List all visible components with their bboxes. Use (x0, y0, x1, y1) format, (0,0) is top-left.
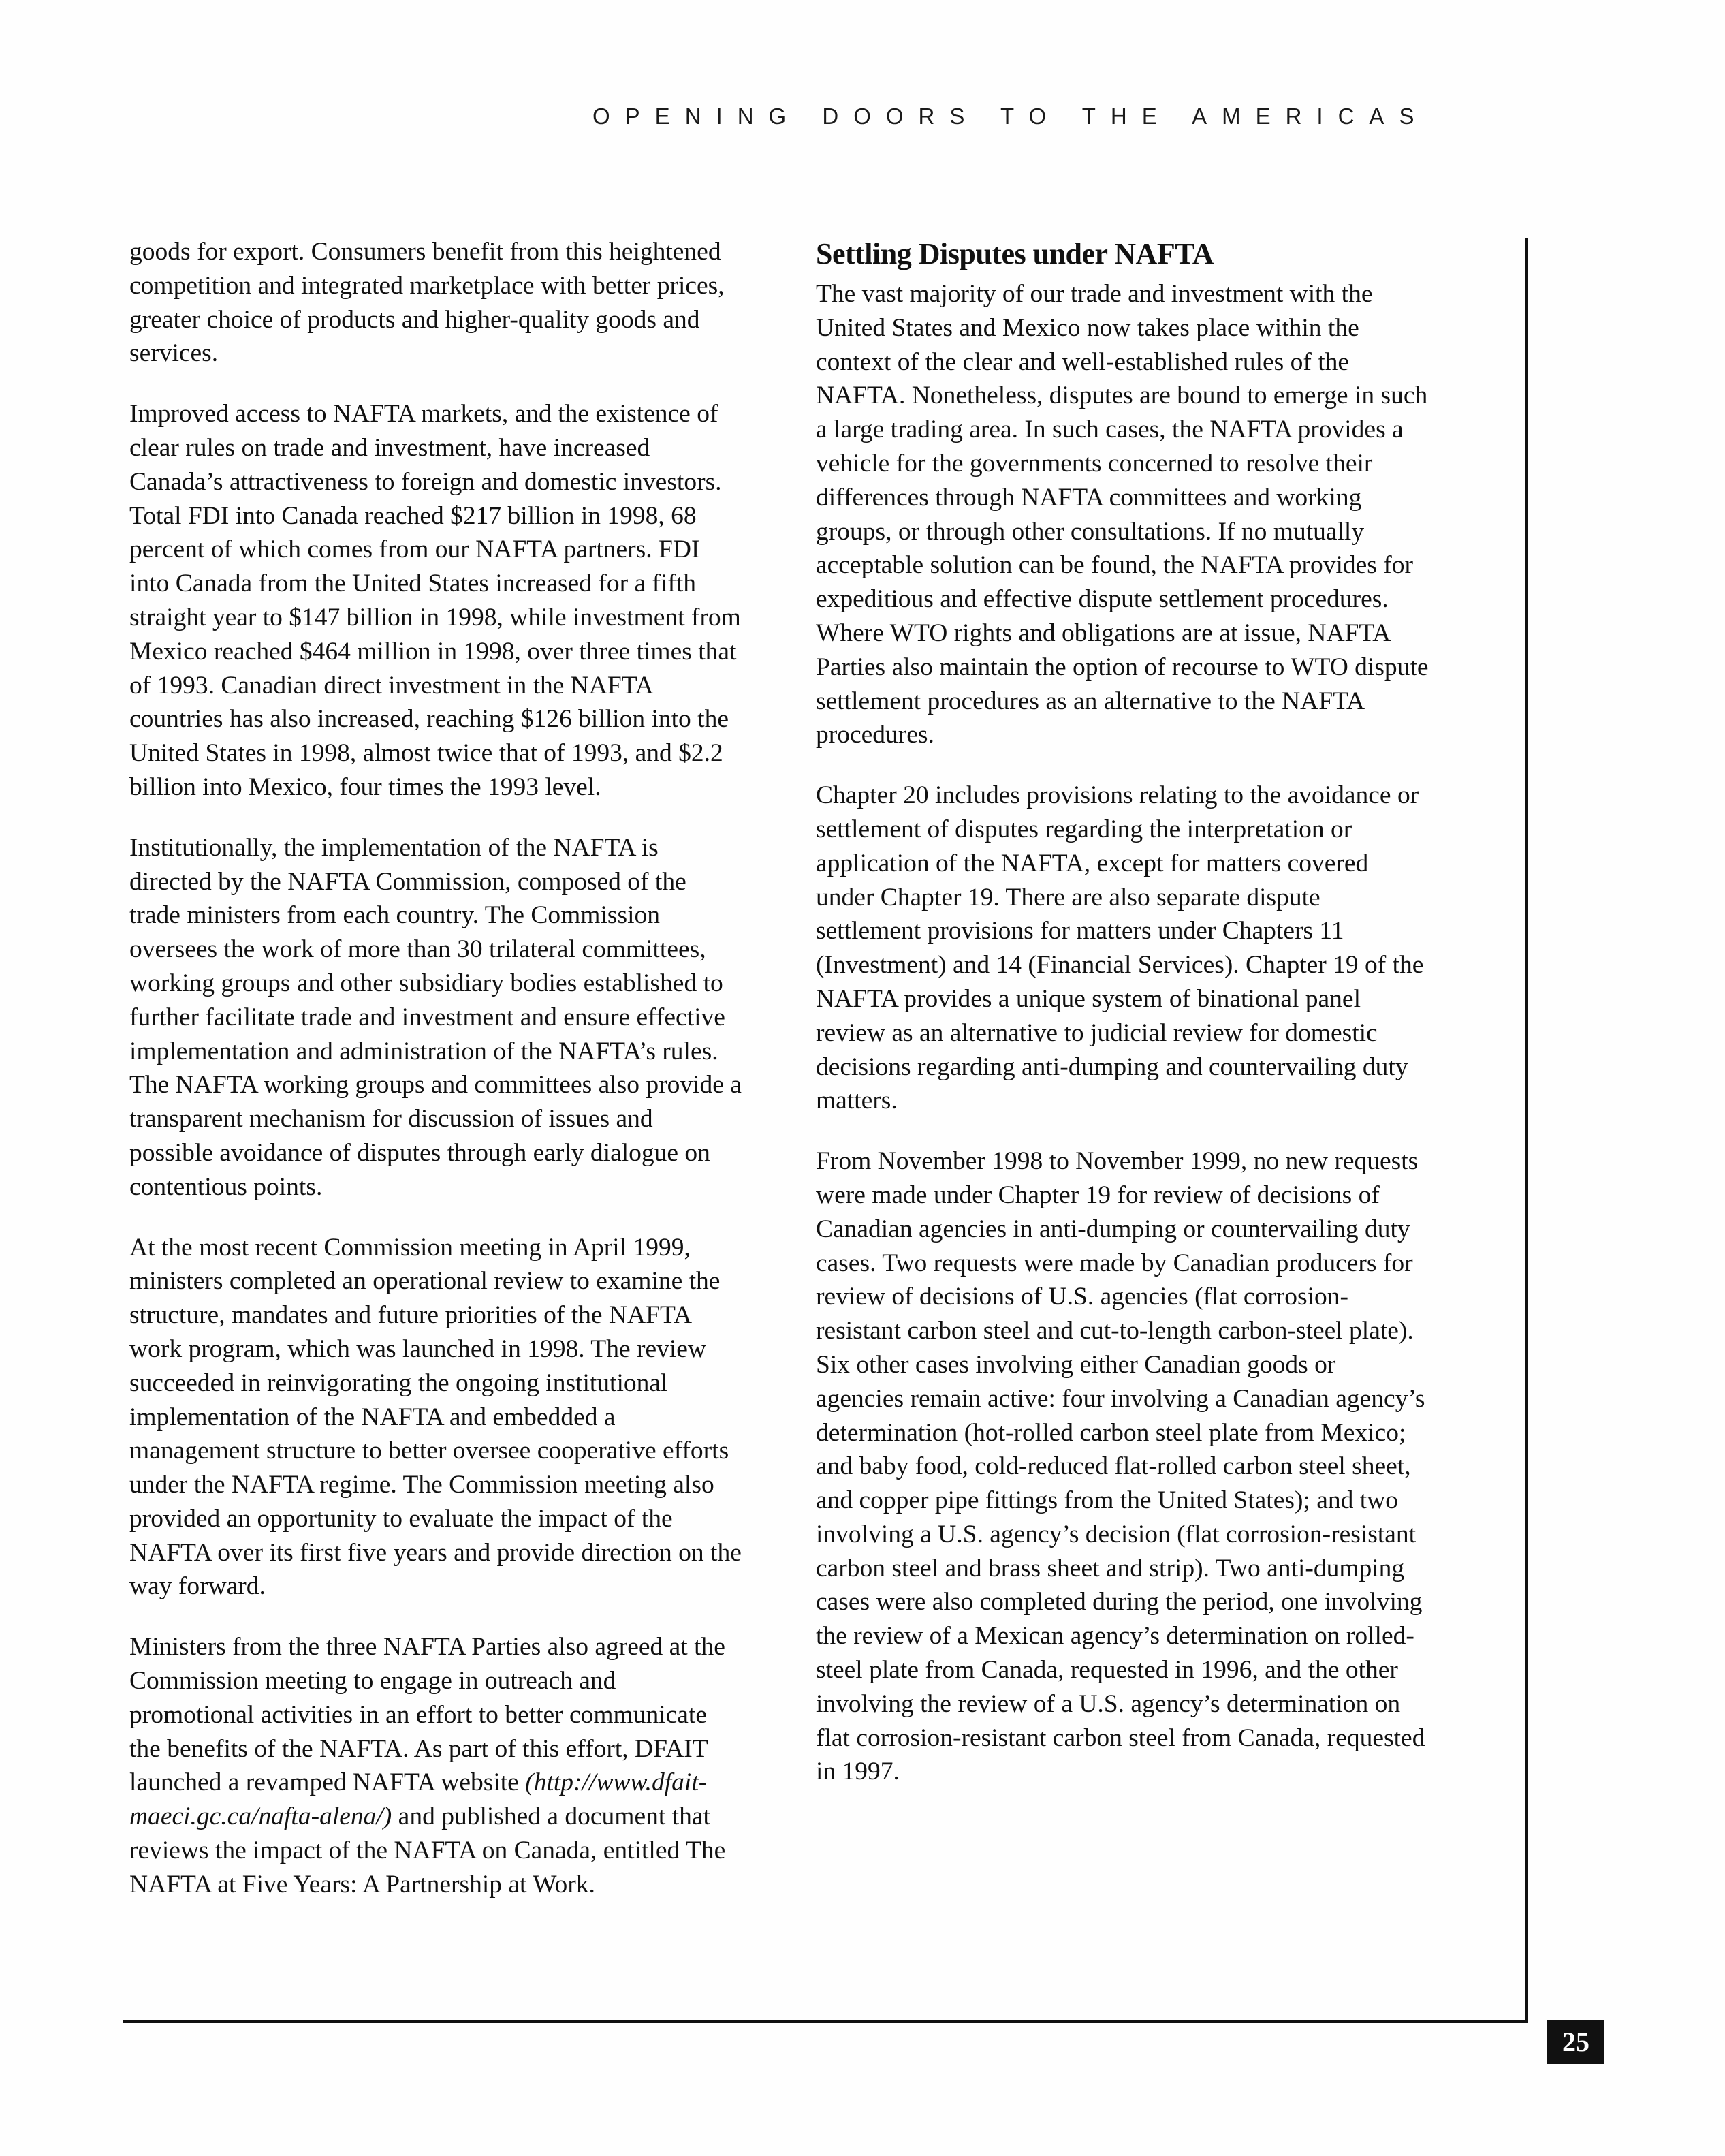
body-paragraph-outreach (129, 1630, 742, 1901)
body-paragraph: Chapter 20 includes provisions relating to the avoidance or settlement of disputes regarding the interpretation or application of the NAFTA, except for matters covered under Chapter 19. There are also separate dispute settlement provisions for matters under Chapters 11 (Investment) and 14 (Financial Services). Chapter 19 of the NAFTA provides a unique system of binational panel review as an alternative to judicial review for domestic decisions regarding anti-dumping and countervailing duty matters. (816, 781, 1424, 1115)
body-paragraph: At the most recent Commission meeting in April 1999, ministers completed an operational review to examine the structure, mandates and future priorities of the NAFTA work program, which was launched in 1998. The review succeeded in reinvigorating the ongoing institutional implementation of the NAFTA and embedded a management structure to better oversee cooperative efforts under the NAFTA regime. The Commission meeting also provided an opportunity to evaluate the impact of the NAFTA over its first five years and provide direction on the way forward. (129, 1233, 742, 1601)
right-column (816, 235, 1429, 1815)
running-head: OPENING DOORS TO THE AMERICAS (592, 104, 1429, 129)
body-paragraph: Improved access to NAFTA markets, and the existence of clear rules on trade and investment, have increased Canada’s attractiveness to foreign and domestic investors. Total FDI into Canada reached $217 billion in 1998, 68 percent of which comes from our NAFTA partners. FDI into Canada from the United States increased for a fifth straight year to $147 billion in 1998, while investment from Mexico reached $464 million in 1998, over three times that of 1993. Canadian direct investment in the NAFTA countries has also increased, reaching $126 billion into the United States in 1998, almost twice that of 1993, and $2.2 billion into Mexico, four times the 1993 level. (129, 400, 741, 801)
body-paragraph: goods for export. Consumers benefit from this heightened competition and integrated marketplace with better prices, greater choice of products and higher-quality goods and services. (129, 238, 725, 368)
nafta-website-url: (http://www.dfait-maeci.gc.ca/nafta-alena/) (129, 1768, 708, 1831)
vertical-rule (1525, 238, 1528, 2022)
outreach-text-end: and published a document that reviews the impact of the NAFTA on Canada, entitled The NAFTA at Five Years: A Partnership at Work. (129, 1802, 726, 1899)
footer-rule (123, 2020, 1528, 2023)
page-number-badge: 25 (1547, 2020, 1604, 2064)
left-column (129, 235, 742, 1928)
body-paragraph: Institutionally, the implementation of the NAFTA is directed by the NAFTA Commission, composed of the trade ministers from each country. The Commission oversees the work of more than 30 trilateral committees, working groups and other subsidiary bodies established to further facilitate trade and investment and ensure effective implementation and administration of the NAFTA’s rules. The NAFTA working groups and committees also provide a transparent mechanism for discussion of issues and possible avoidance of disputes through early dialogue on contentious points. (129, 833, 742, 1201)
section-heading: Settling Disputes under NAFTA (816, 237, 1214, 270)
body-paragraph: The vast majority of our trade and investment with the United States and Mexico now takes place within the context of the clear and well-established rules of the NAFTA. Nonetheless, disputes are bound to emerge in such a large trading area. In such cases, the NAFTA provides a vehicle for the governments concerned to resolve their differences through NAFTA committees and working groups, or through other consultations. If no mutually acceptable solution can be found, the NAFTA provides for expeditious and effective dispute settlement procedures. Where WTO rights and obligations are at issue, NAFTA Parties also maintain the option of recourse to WTO dispute settlement procedures as an alternative to the NAFTA procedures. (816, 280, 1429, 749)
outreach-text-start: Ministers from the three NAFTA Parties also agreed at the Commission meeting to engage in outreach and promotional activities in an effort to better communicate the benefits of the NAFTA. As part of this effort, DFAIT launched a revamped NAFTA website (129, 1633, 725, 1797)
body-paragraph: From November 1998 to November 1999, no new requests were made under Chapter 19 for review of decisions of Canadian agencies in anti-dumping or countervailing duty cases. Two requests were made by Canadian producers for review of decisions of U.S. agencies (flat corrosion-resistant carbon steel and cut-to-length carbon-steel plate). Six other cases involving either Canadian goods or agencies remain active: four involving a Canadian agency’s determination (hot-rolled carbon steel plate from Mexico; and baby food, cold-reduced flat-rolled carbon steel sheet, and copper pipe fittings from the United States); and two involving a U.S. agency’s decision (flat corrosion-resistant carbon steel and brass sheet and strip). Two anti-dumping cases were also completed during the period, one involving the review of a Mexican agency’s determination on rolled-steel plate from Canada, requested in 1996, and the other involving the review of a U.S. agency’s determination on flat corrosion-resistant carbon steel from Canada, requested in 1997. (816, 1147, 1425, 1786)
